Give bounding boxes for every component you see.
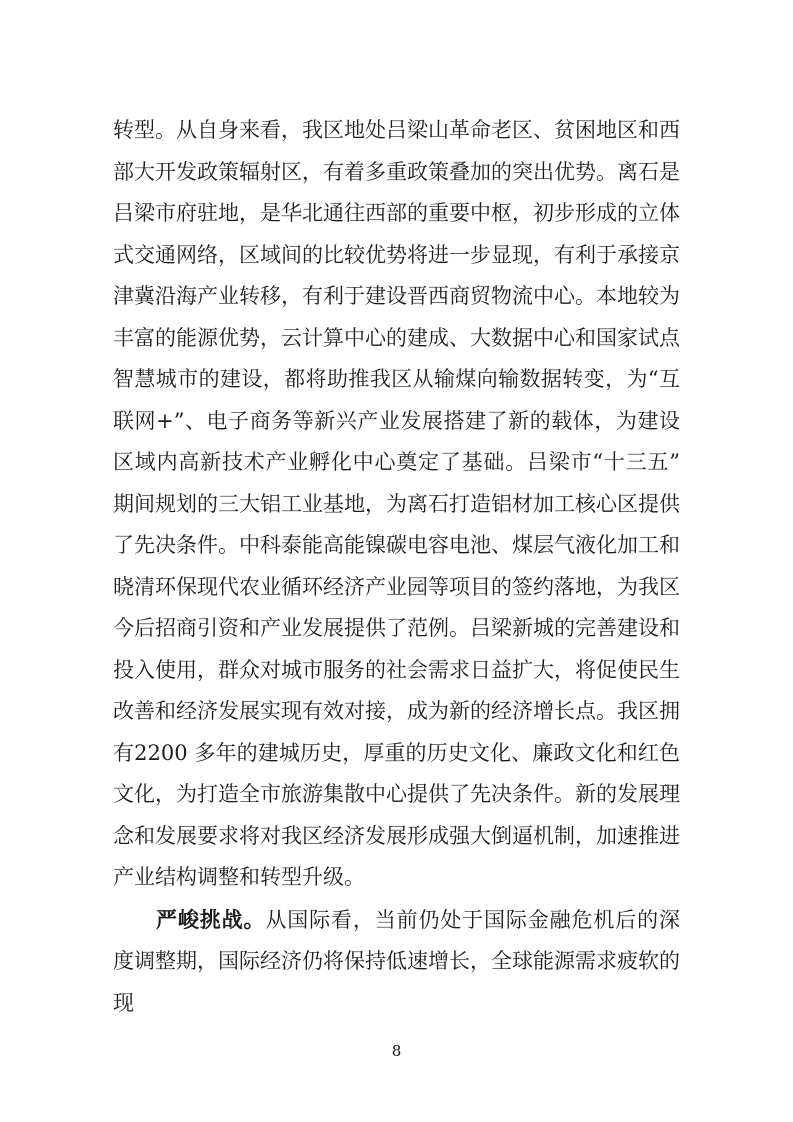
paragraph: [113, 899, 680, 1025]
document-body: [113, 110, 680, 1024]
paragraph: [113, 110, 680, 899]
page-number: 8: [391, 1042, 402, 1060]
paragraph-text: 从国际看，当前仍处于国际金融危机后的深度调整期，国际经济仍将保持低速增长，全球能源需求疲软的现: [113, 907, 681, 1015]
paragraph-text: 转型。从自身来看，我区地处吕梁山革命老区、贫困地区和西部大开发政策辐射区，有着多重政策叠加的突出优势。离石是吕梁市府驻地，是华北通往西部的重要中枢，初步形成的立体式交通网络，区域间的比较优势将进一步显现，有利于承接京津冀沿海产业转移，有利于建设晋西商贸物流中心。本地较为丰富的能源优势，云计算中心的建成、大数据中心和国家试点智慧城市的建设，都将助推我区从输煤向输数据转变，为“互联网+”、电子商务等新兴产业发展搭建了新的载体，为建设区域内高新技术产业孵化中心奠定了基础。吕梁市“十三五”期间规划的三大铝工业基地，为离石打造铝材加工核心区提供了先决条件。中科泰能高能镍碳电容电池、煤层气液化加工和晓清环保现代农业循环经济产业园等项目的签约落地，为我区今后招商引资和产业发展提供了范例。吕梁新城的完善建设和投入使用，群众对城市服务的社会需求日益扩大，将促使民生改善和经济发展实现有效对接，成为新的经济增长点。我区拥有2200 多年的建城历史，厚重的历史文化、廉政文化和红色文化，为打造全市旅游集散中心提供了先决条件。新的发展理念和发展要求将对我区经济发展形成强大倒逼机制，加速推进产业结构调整和转型升级。: [113, 118, 680, 889]
page-footer: [0, 1041, 793, 1060]
paragraph-lead: 严峻挑战。: [156, 906, 266, 932]
